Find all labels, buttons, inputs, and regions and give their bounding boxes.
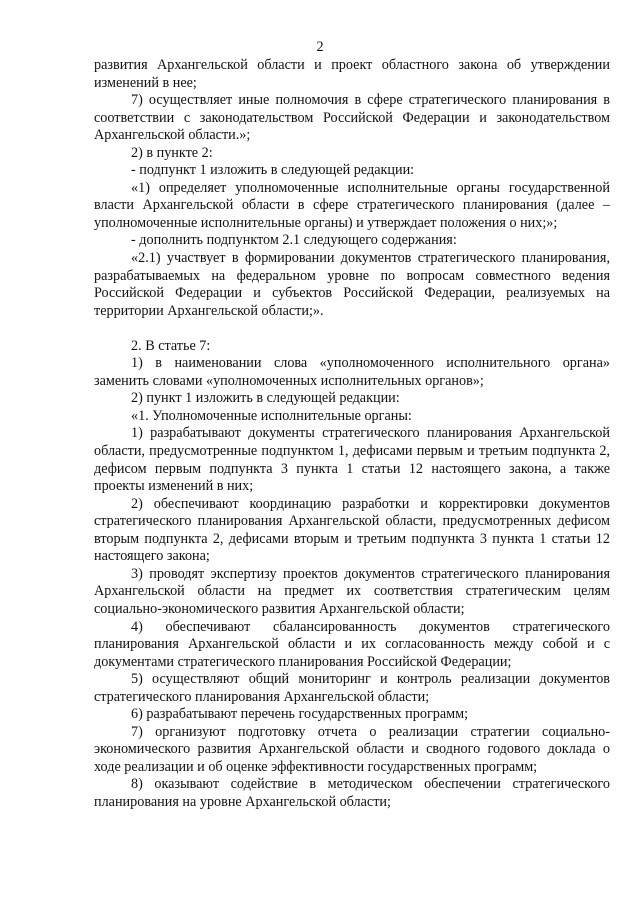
document-body — [94, 57, 610, 812]
paragraph-clause-1-sub-8: 8) оказывают содействие в методическом обеспечении стратегического планирования на уровне Архангельской области; — [94, 776, 610, 810]
paragraph-point-2: 2) в пункте 2: — [131, 144, 213, 161]
paragraph-subpoint-1-text: «1) определяет уполномоченные исполнительные органы государственной власти Архангельской области в сфере стратегического планирования (далее – уполномоченные исполнительные органы) и утверждает положения о них;»; — [94, 179, 610, 231]
paragraph-clause-1-heading: «1. Уполномоченные исполнительные органы: — [131, 407, 412, 424]
paragraph-subpoint-2-1-instruction: - дополнить подпунктом 2.1 следующего содержания: — [131, 232, 457, 249]
paragraph-article-7-item-2: 2) пункт 1 изложить в следующей редакции: — [131, 390, 400, 407]
paragraph-article-7: 2. В статье 7: — [131, 337, 211, 354]
paragraph-clause-1-sub-7: 7) организуют подготовку отчета о реализации стратегии социально-экономического развития Архангельской области и сводного годового доклада о ходе реализации и об оценке эффективности государственных программ; — [94, 723, 610, 775]
paragraph-article-7-item-1: 1) в наименовании слова «уполномоченного исполнительного органа» заменить словами «уполномоченных исполнительных органов»; — [94, 355, 610, 389]
paragraph-clause-1-sub-6: 6) разрабатывают перечень государственных программ; — [131, 706, 469, 723]
page-number: 2 — [316, 39, 324, 55]
paragraph-continuation: развития Архангельской области и проект областного закона об утверждении изменений в нее; — [94, 57, 610, 91]
paragraph-subpoint-2-1-text: «2.1) участвует в формировании документов стратегического планирования, разрабатываемых на федеральном уровне по вопросам совместного ведения Российской Федерации и субъектов Российской Федерации, реализуемых на территории Архангельской области;». — [94, 250, 610, 319]
paragraph-spacer — [94, 320, 610, 338]
paragraph-item-7: 7) осуществляет иные полномочия в сфере стратегического планирования в соответствии с законодательством Российской Федерации и законодательством Архангельской области.»; — [94, 92, 610, 144]
paragraph-clause-1-sub-5: 5) осуществляют общий мониторинг и контроль реализации документов стратегического планирования Архангельской области; — [94, 671, 610, 705]
paragraph-clause-1-sub-4: 4) обеспечивают сбалансированность документов стратегического планирования Архангельской области и их согласованность между собой и с документами стратегического планирования Российской Федерации; — [94, 618, 610, 670]
paragraph-clause-1-sub-2: 2) обеспечивают координацию разработки и корректировки документов стратегического планирования Архангельской области, предусмотренных дефисом вторым подпункта 2, дефисами вторым и третьим подпункта 3 пункта 1 статьи 12 настоящего закона; — [94, 495, 610, 565]
paragraph-subpoint-1-instruction: - подпункт 1 изложить в следующей редакции: — [131, 162, 415, 179]
paragraph-clause-1-sub-3: 3) проводят экспертизу проектов документов стратегического планирования Архангельской области на предмет их соответствия стратегическим целям социально-экономического развития Архангельской области; — [94, 565, 610, 617]
paragraph-clause-1-sub-1: 1) разрабатывают документы стратегического планирования Архангельской области, предусмотренные подпунктом 1, дефисами первым и третьим подпункта 2, дефисом первым подпункта 3 пункта 1 статьи 12 настоящего закона, а также проекты изменений в них; — [94, 425, 610, 495]
